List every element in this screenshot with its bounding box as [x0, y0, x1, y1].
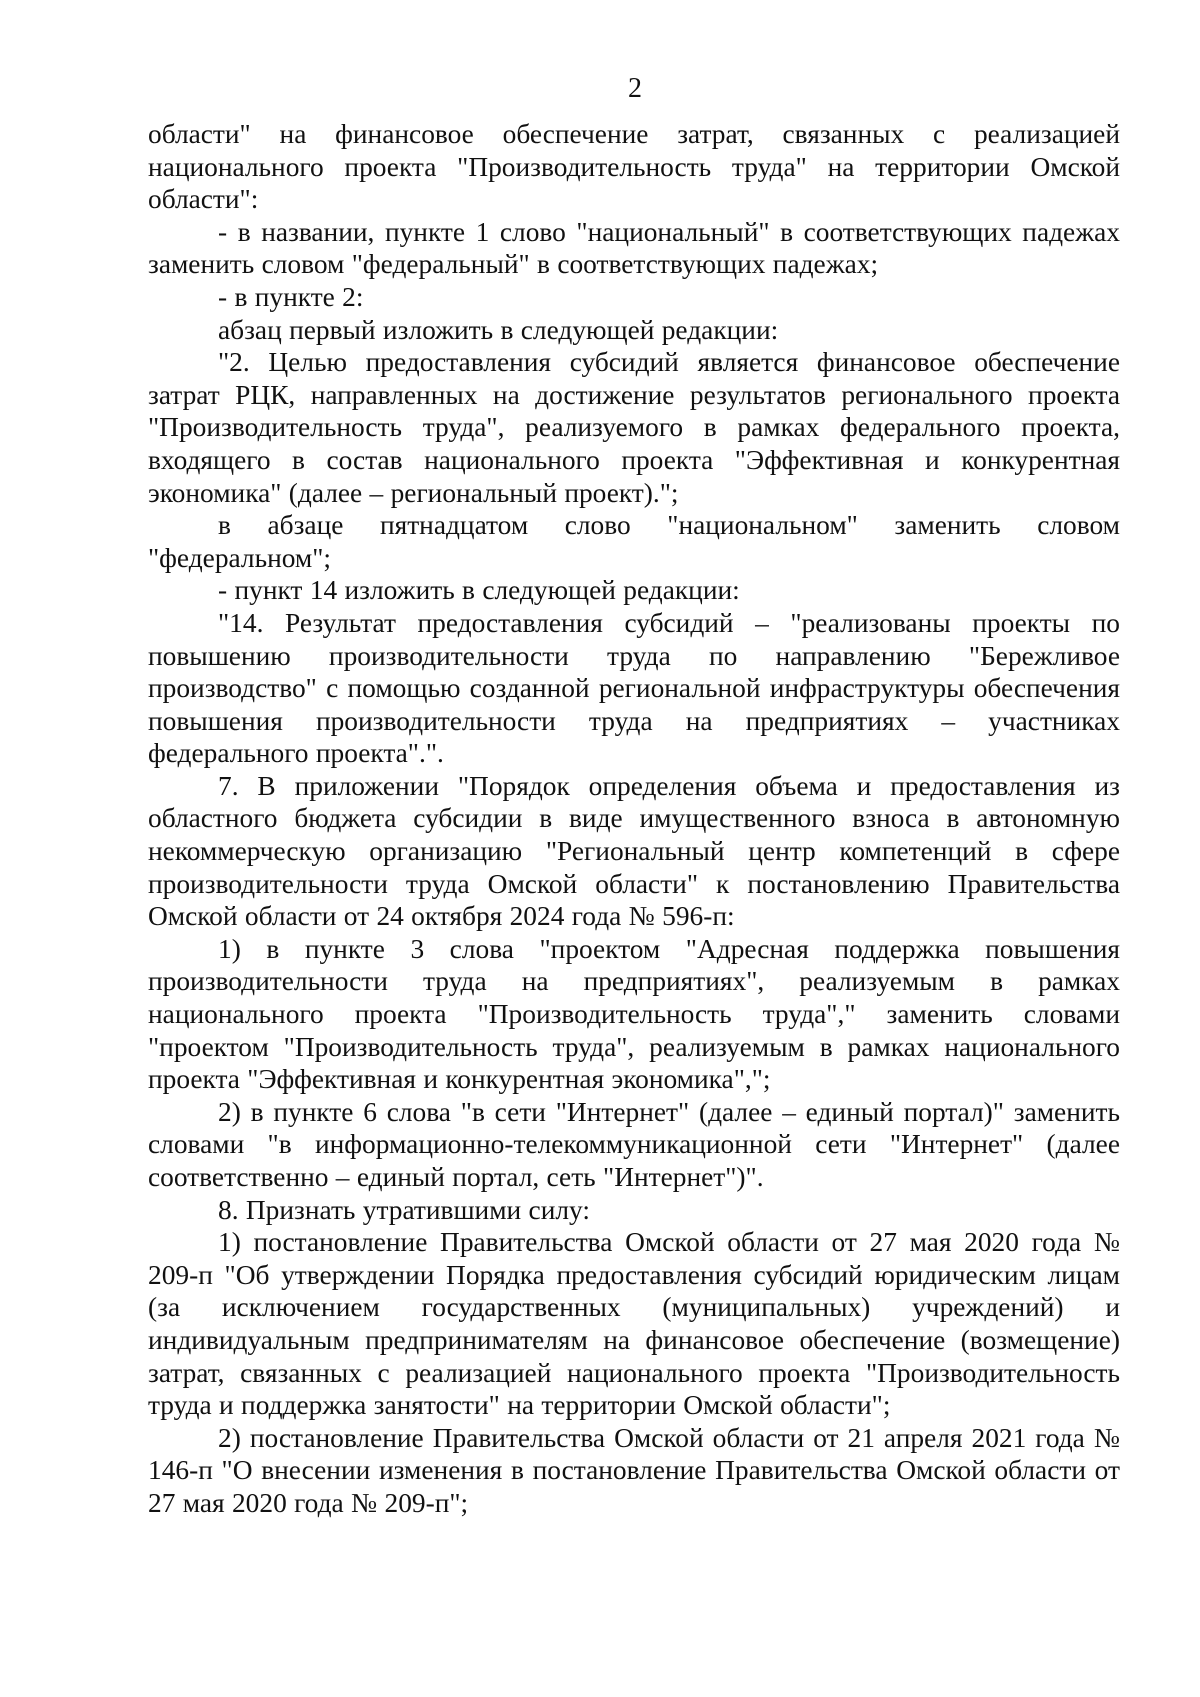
- paragraph: области" на финансовое обеспечение затрат, связанных с реализацией национального проекта "Производительность труда" на территории Омской области":: [148, 119, 1120, 215]
- paragraph: 2) постановление Правительства Омской области от 21 апреля 2021 года № 146-п "О внесении изменения в постановление Правительства Омской области от 27 мая 2020 года № 209-п";: [148, 1422, 1120, 1518]
- paragraph: 1) в пункте 3 слова "проектом "Адресная поддержка повышения производительности труда на предприятиях", реализуемым в рамках национального проекта "Производительность труда"," заменить словами "проектом "Производительность труда", реализуемым в рамках национального проекта "Эффективная и конкурентная экономика",";: [148, 933, 1120, 1095]
- paragraph: - пункт 14 изложить в следующей редакции:: [218, 575, 740, 606]
- paragraph: - в пункте 2:: [218, 281, 364, 312]
- paragraph: 1) постановление Правительства Омской области от 27 мая 2020 года № 209-п "Об утверждении Порядка предоставления субсидий юридическим лицам (за исключением государственных (муниципальных) учреждений) и индивидуальным предпринимателям на финансовое обеспечение (возмещение) затрат, связанных с реализацией национального проекта "Производительность труда и поддержка занятости" на территории Омской области";: [148, 1227, 1120, 1421]
- paragraph: "14. Результат предоставления субсидий – "реализованы проекты по повышению производительности труда по направлению "Бережливое производство" с помощью созданной региональной инфраструктуры обеспечения повышения производительности труда на предприятиях – участниках федерального проекта".".: [148, 607, 1120, 769]
- paragraph: 8. Признать утратившими силу:: [218, 1194, 590, 1225]
- paragraph: в абзаце пятнадцатом слово "национальном" заменить словом "федеральном";: [148, 510, 1120, 573]
- page-number: 2: [628, 73, 642, 104]
- paragraph: абзац первый изложить в следующей редакции:: [218, 314, 779, 345]
- paragraph: "2. Целью предоставления субсидий является финансовое обеспечение затрат РЦК, направленных на достижение результатов регионального проекта "Производительность труда", реализуемого в рамках федерального проекта, входящего в состав национального проекта "Эффективная и конкурентная экономика" (далее – региональный проект).";: [148, 347, 1120, 508]
- paragraph: 7. В приложении "Порядок определения объема и предоставления из областного бюджета субсидии в виде имущественного взноса в автономную некоммерческую организацию "Региональный центр компетенций в сфере производительности труда Омской области" к постановлению Правительства Омской области от 24 октября 2024 года № 596-п:: [148, 770, 1120, 932]
- paragraph: 2) в пункте 6 слова "в сети "Интернет" (далее – единый портал)" заменить словами "в информационно-телекоммуникационной сети "Интернет" (далее соответственно – единый портал, сеть "Интернет")".: [148, 1096, 1120, 1192]
- paragraph: - в названии, пункте 1 слово "национальный" в соответствующих падежах заменить словом "федеральный" в соответствующих падежах;: [148, 216, 1120, 280]
- document-body: [148, 118, 1120, 1520]
